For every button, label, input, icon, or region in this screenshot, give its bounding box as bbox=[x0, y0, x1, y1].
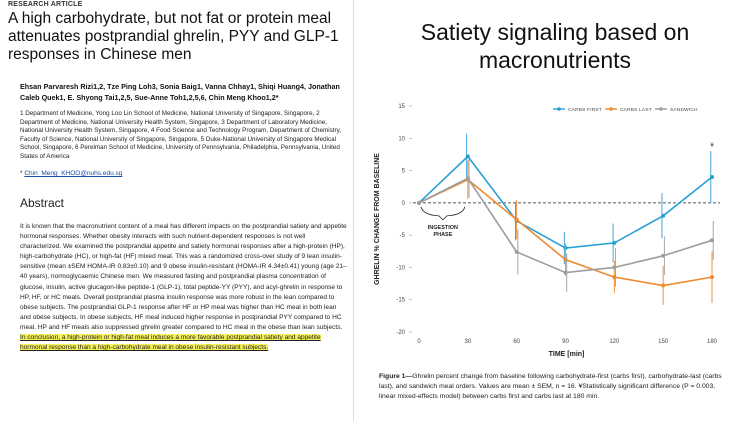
legend-label: SANDWICH bbox=[670, 108, 698, 113]
legend-label: CARBS FIRST bbox=[568, 108, 602, 113]
y-tick-label: 10 bbox=[398, 136, 405, 143]
data-point bbox=[710, 275, 714, 279]
x-tick-label: 30 bbox=[464, 339, 472, 345]
x-tick-label: 90 bbox=[562, 339, 569, 345]
x-tick-label: 60 bbox=[513, 339, 521, 345]
abstract-highlight bbox=[20, 334, 321, 351]
legend-marker bbox=[659, 107, 663, 111]
x-tick-label: 120 bbox=[609, 339, 620, 345]
data-point bbox=[417, 201, 421, 205]
y-tick-label: -10 bbox=[396, 265, 405, 272]
data-point bbox=[710, 175, 714, 179]
highlight-text: In conclusion, a high-protein or high-fat meal induces a more favorable postprandial satiety and appetite hormonal response than a high-carbohydrate meal in obese insulin-resistant subjects. bbox=[20, 334, 321, 352]
ingestion-bracket bbox=[421, 207, 465, 220]
y-tick-label: -15 bbox=[396, 297, 405, 304]
y-tick-label: 0 bbox=[401, 200, 405, 207]
paper-panel bbox=[0, 0, 353, 421]
x-tick-label: 0 bbox=[417, 339, 421, 345]
data-point bbox=[612, 241, 616, 245]
y-axis-title: GHRELIN % CHANGE FROM BASELINE bbox=[374, 153, 381, 285]
affiliations: 1 Department of Medicine, Yong Loo Lin School of Medicine, National University of Singapore, Singapore, 2 Department of Medicine, National University Health System, Singapore, 3 Department of Laboratory Medicine, National University Health System, Singapore, 4 Food Science and Technology Program, Department of Chemistry, Faculty of Science, National University of Singapore, Singapore, 5 Duke-National University of Singapore Medical School, Singapore, 6 Perelman School of Medicine, University of Pennsylvania, Philadelphia, Pennsylvania, United States of America bbox=[20, 110, 342, 160]
legend-label: CARBS LAST bbox=[620, 108, 652, 113]
corresponding-email bbox=[20, 170, 122, 177]
ingestion-label: INGESTION bbox=[427, 224, 459, 231]
data-point bbox=[564, 271, 568, 275]
article-type: RESEARCH ARTICLE bbox=[8, 1, 83, 8]
x-tick-label: 150 bbox=[658, 339, 669, 345]
data-point bbox=[466, 154, 470, 158]
data-point bbox=[661, 254, 665, 258]
y-tick-label: -5 bbox=[399, 233, 405, 240]
abstract-body: It is known that the macronutrient content of a meal has different impacts on the postprandial satiety and appetite hormonal responses. Whether obesity interacts with such nutrient-dependent responses is not well characterized. We examined the postprandial appetite and satiety hormonal responses after a high-protein (HP), high-carbohydrate (HC), or high-fat (HF) mixed meal. This was a randomized cross-over study of 9 lean insulin-sensitive (mean ±SEM HOMA-IR 0.83±0.10) and 9 obese insulin-resistant (HOMA-IR 4.34±0.41) young (age 21–40 years), normoglycaemic Chinese men. We measured fasting and postprandial plasma concentration of glucose, insulin, active glucagon-like peptide-1 (GLP-1), total peptide-YY (PYY), and acyl-ghrelin in response to HP, HF, or HC meals. Overall postprandial plasma insulin response was more robust in the lean compared to obese subjects. The postprandial GLP-1 response after HF or HP meal was higher than HC meal in both lean and obese subjects. In obese subjects, HF meal induced higher response in postprandial PYY compared to HC meal. HP and HF meals also suppressed ghrelin greater compared to HC meal in the obese than lean subjects. bbox=[20, 223, 347, 331]
data-point bbox=[661, 214, 665, 218]
legend-marker bbox=[609, 107, 613, 111]
data-point bbox=[515, 218, 519, 222]
data-point bbox=[515, 250, 519, 254]
email-prefix: * bbox=[20, 170, 25, 177]
caption-label: Figure 1— bbox=[379, 373, 413, 380]
significance-mark: ¥ bbox=[710, 143, 714, 150]
ghrelin-figure bbox=[365, 96, 737, 418]
data-point bbox=[661, 284, 665, 288]
ghrelin-chart bbox=[365, 96, 737, 368]
figure-caption bbox=[379, 372, 729, 402]
data-point bbox=[612, 265, 616, 269]
paper-title: A high carbohydrate, but not fat or protein meal attenuates postprandial ghrelin, PYY and GLP-1 responses in Chinese men bbox=[8, 10, 339, 63]
x-axis-title: TIME [min] bbox=[548, 351, 585, 358]
author-list: Ehsan Parvaresh Rizi1,2, Tze Ping Loh3, Sonia Baig1, Vanna Chhay1, Shiqi Huang4, Jonathan Caleb Quek1, E. Shyong Tai1,2,5, Sue-Anne Toh1,2,5,6, Chin Meng Khoo1,2* bbox=[20, 82, 340, 102]
slide-title: Satiety signaling based on macronutrients bbox=[420, 19, 690, 73]
y-tick-label: 15 bbox=[398, 104, 405, 110]
legend-marker bbox=[557, 107, 561, 111]
abstract-text bbox=[20, 222, 347, 353]
series-line bbox=[419, 156, 712, 248]
data-point bbox=[466, 176, 470, 180]
x-tick-label: 180 bbox=[706, 339, 718, 345]
email-link[interactable]: Chin_Meng_KHOO@nuhs.edu.sg bbox=[24, 170, 123, 177]
y-tick-label: 5 bbox=[401, 168, 405, 175]
y-tick-label: -20 bbox=[396, 330, 405, 336]
data-point bbox=[710, 238, 714, 242]
abstract-heading: Abstract bbox=[20, 196, 65, 210]
ingestion-label: PHASE bbox=[433, 231, 453, 238]
caption-text: Ghrelin percent change from baseline following carbohydrate-first (carbs first), carbohydrate-last (carbs last), and sandwich meal orders. Values are mean ± SEM, n = 16. ¥Statistically significant difference (P = 0.003, linear mixed-effects model) between carbs first and carbs last at 180 min. bbox=[379, 373, 722, 400]
